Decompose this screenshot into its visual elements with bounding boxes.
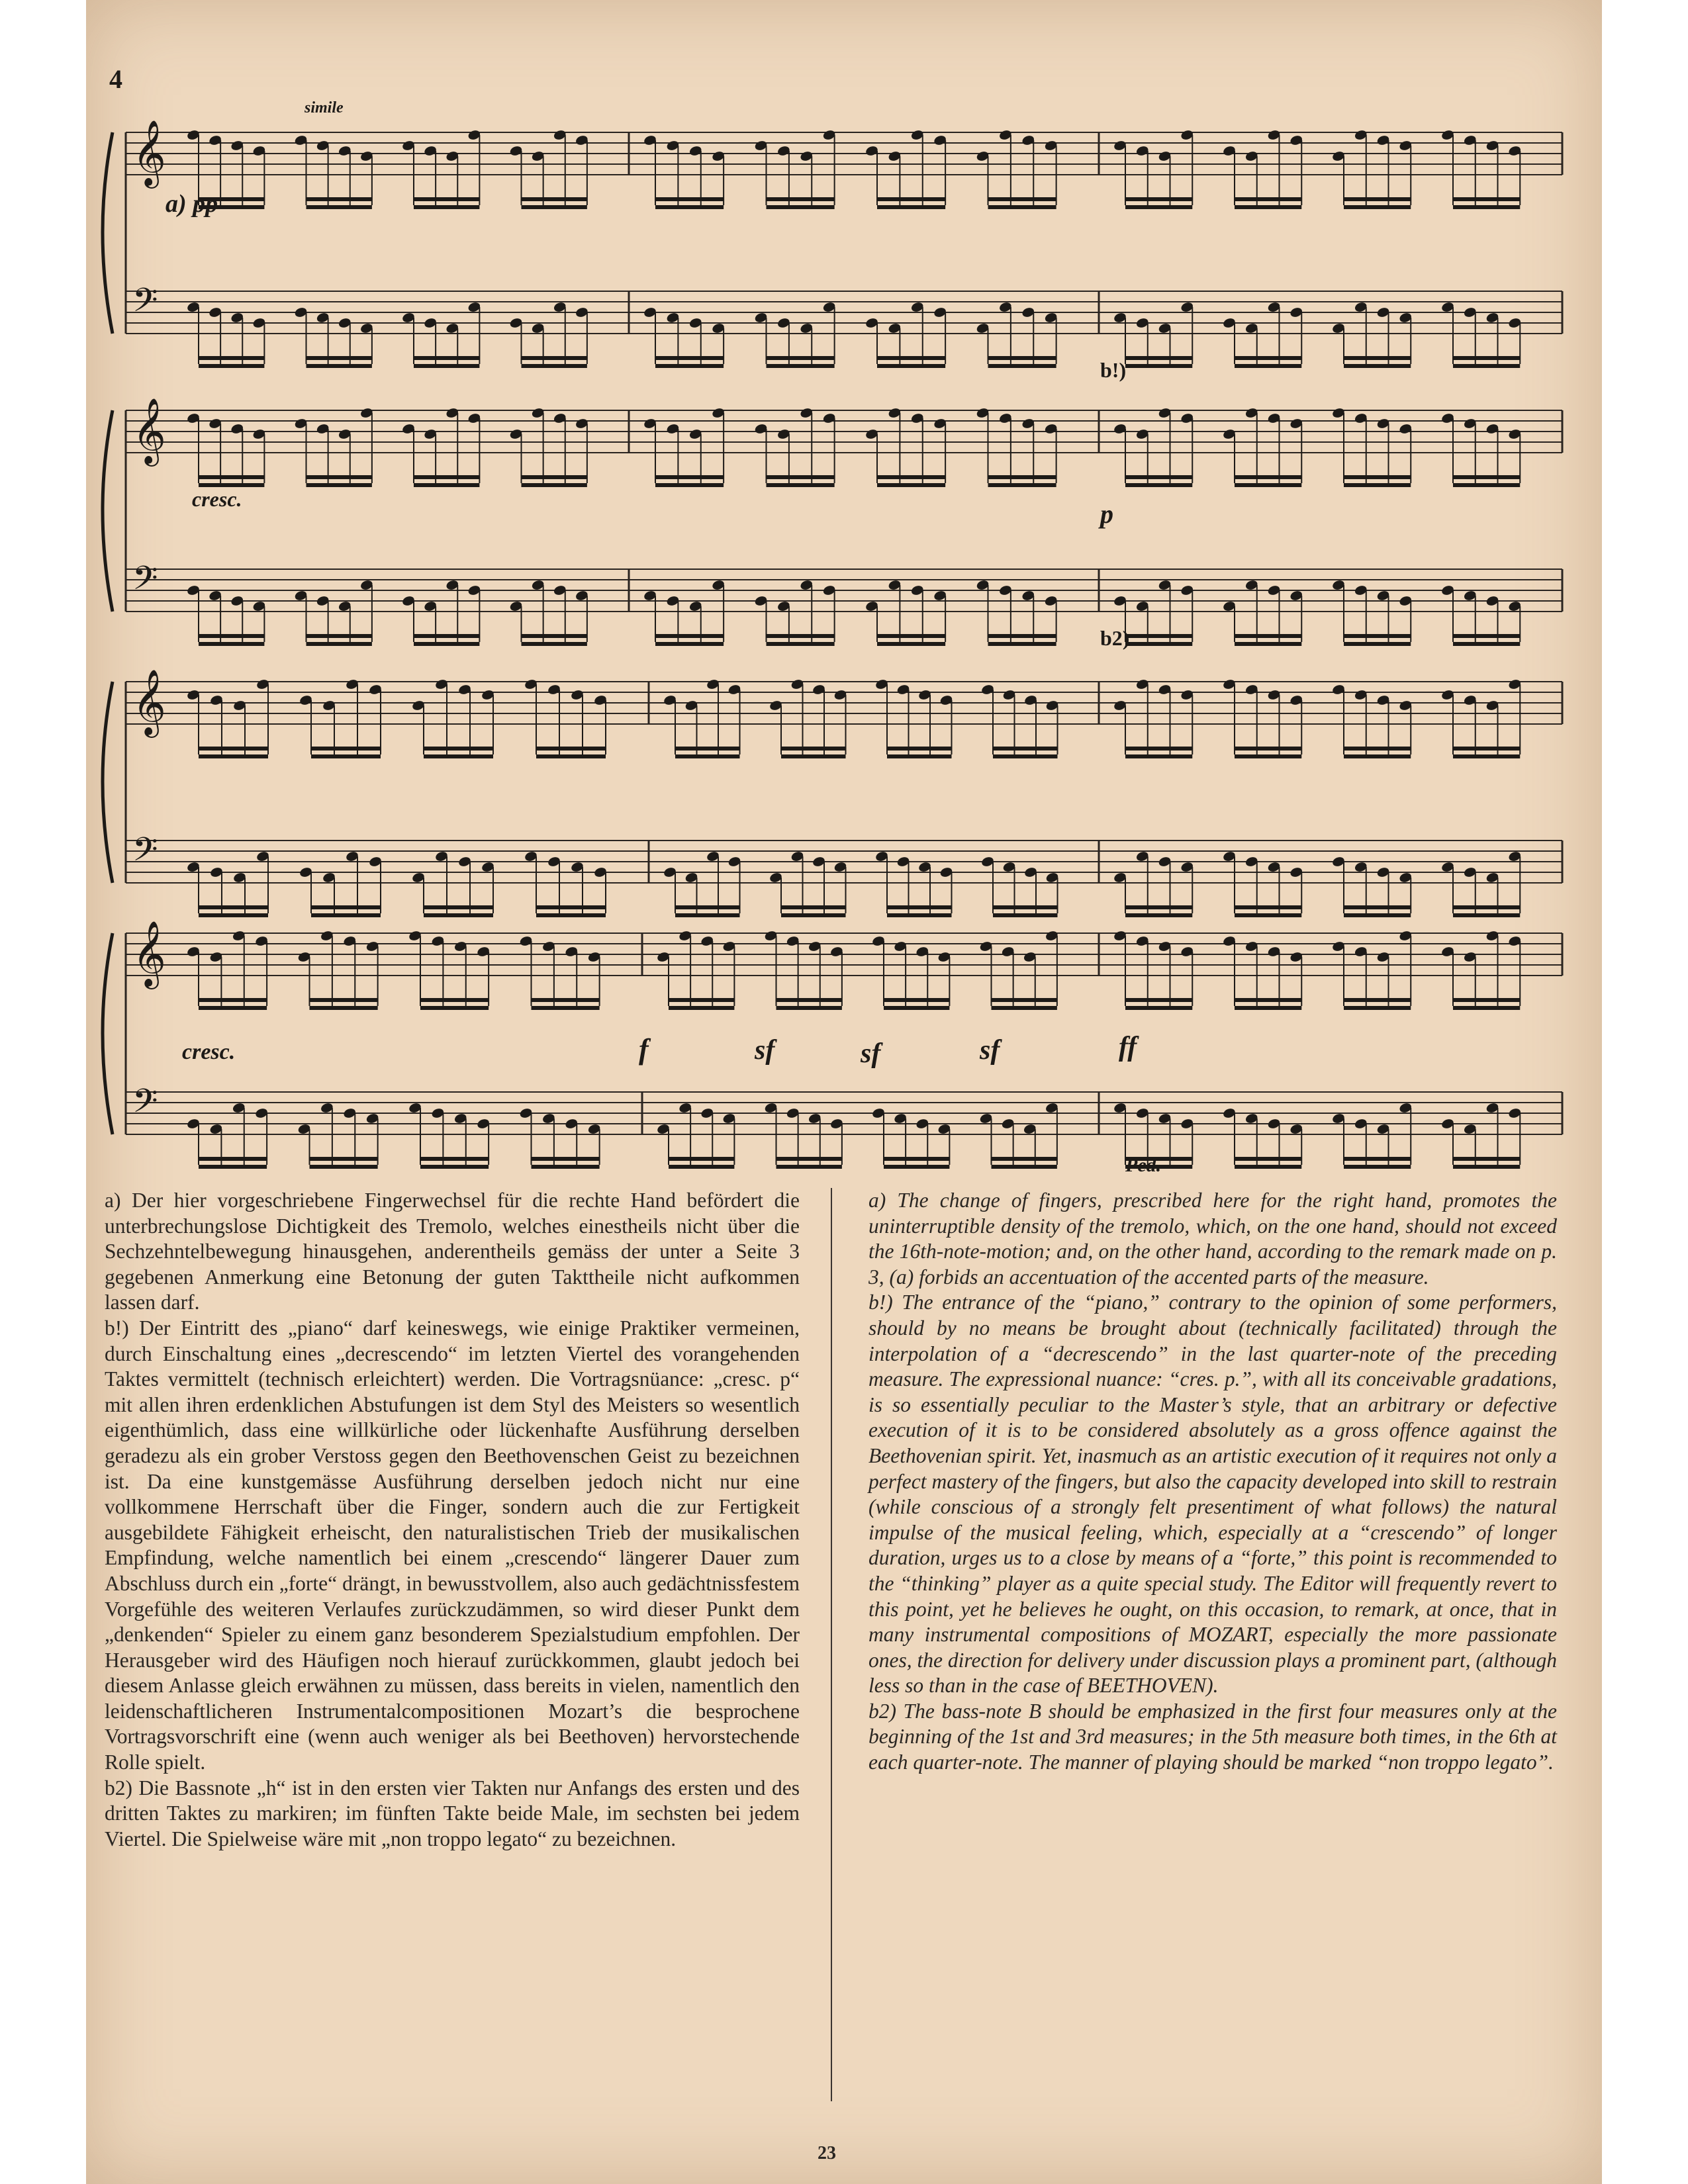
beam — [1453, 356, 1520, 360]
beam — [1235, 205, 1301, 209]
beam — [992, 1165, 1057, 1169]
beam — [420, 1165, 489, 1169]
beam — [1235, 475, 1301, 479]
beam — [988, 642, 1056, 646]
beam — [199, 1006, 267, 1010]
beam — [1235, 747, 1301, 751]
beam — [414, 356, 479, 360]
beam — [781, 913, 846, 917]
beam — [655, 642, 724, 646]
page-number: 4 — [109, 64, 122, 94]
beam — [993, 754, 1058, 758]
beam — [1453, 634, 1520, 638]
beam — [877, 475, 945, 479]
beam — [1344, 747, 1411, 751]
beam — [767, 197, 835, 201]
beam — [877, 364, 945, 368]
beam — [310, 1157, 378, 1161]
simile-direction: simile — [305, 99, 344, 116]
beam — [1235, 1006, 1301, 1010]
beam — [424, 747, 493, 751]
beam — [655, 475, 724, 479]
beam — [1453, 1157, 1520, 1161]
beam — [887, 905, 952, 909]
beam — [1125, 475, 1192, 479]
beam — [993, 905, 1058, 909]
beam — [522, 642, 587, 646]
beam — [988, 475, 1056, 479]
b2-annotation: b2) — [1100, 626, 1130, 650]
beam — [781, 905, 846, 909]
beam — [1125, 205, 1192, 209]
beam — [669, 1006, 734, 1010]
beam — [1344, 483, 1411, 487]
beam — [1344, 364, 1411, 368]
beam — [1453, 998, 1520, 1002]
beam — [655, 197, 724, 201]
beam — [199, 634, 264, 638]
english-commentary — [868, 1188, 1557, 1776]
beam — [1235, 356, 1301, 360]
beam — [992, 998, 1057, 1002]
beam — [199, 642, 264, 646]
german-note-b2: b2) Die Bassnote „h“ ist in den ersten vier Takten nur Anfangs des ersten und des dritten Taktes zu markiren; im fünften Takte beide Male, im sechsten bei jedem Viertel. Die Spielweise wäre mit „non troppo legato“ zu bezeichnen. — [105, 1776, 800, 1850]
beam — [1453, 205, 1520, 209]
beam — [781, 747, 846, 751]
beam — [655, 634, 724, 638]
beam — [424, 913, 493, 917]
sf-dynamic-2: sf — [861, 1038, 881, 1069]
beam — [988, 364, 1056, 368]
bass-clef: 𝄢 — [132, 281, 158, 328]
beam — [1453, 747, 1520, 751]
beam — [1125, 1006, 1192, 1010]
beam — [306, 475, 372, 479]
beam — [675, 913, 740, 917]
beam — [532, 1157, 600, 1161]
german-note-b1: b!) Der Eintritt des „piano“ darf keineswegs, wie einige Praktiker vermeinen, durch Einschaltung eines „decrescendo“ im letzten Viertel des vorangehenden Taktes vermittelt (technisch erleichtert) werden. Die Vortragsnüance: „cresc. p“ mit allen ihren erdenklichen Abstufungen ist dem Styl des Meisters so wesentlich eigenthümlich, dass eine willkürliche oder lückenhafte Ausführung derselben geradezu als ein grober Verstoss gegen den Beethovenschen Geist zu bezeichnen ist. Da eine kunstgemässe Ausführung derselben jedoch nicht nur eine vollkommene Herrschaft über die Finger, sondern auch die zur Fertigkeit ausgebildete Fähigkeit erheischt, den naturalistischen Trieb der musikalischen Empfindung, welche namentlich bei einem „crescendo“ längerer Dauer zum Abschluss durch ein „forte“ drängt, in bewusstvollem, also auch gedächtnissfestem Vorgefühle des weiteren Verlaufes zurückzudämmen, so wird dieser Punkt dem „denkenden“ Spieler zu einem ganz besonderem Spezialstudium empfohlen. Der Herausgeber wird des Häufigen noch hierauf zurückkommen, glaubt jedoch bei diesem Anlasse gleich erwähnen zu müssen, dass bereits in vielen, namentlich den leidenschaftlicheren Instrumentalcompositionen Mozart’s die besprochene Vortragsvorschrift eine (wenn auch weniger als bei Beethoven) hervorstechende Rolle spielt. — [105, 1316, 800, 1774]
beam — [1235, 483, 1301, 487]
beam — [1344, 905, 1411, 909]
beam — [655, 364, 724, 368]
beam — [655, 483, 724, 487]
beam — [199, 356, 264, 360]
beam — [1235, 913, 1301, 917]
beam — [1453, 913, 1520, 917]
beam — [1453, 754, 1520, 758]
beam — [887, 747, 952, 751]
beam — [311, 913, 381, 917]
beam — [536, 905, 606, 909]
grand-staff-brace — [103, 132, 113, 334]
beam — [1125, 642, 1192, 646]
beam — [420, 1006, 489, 1010]
beam — [522, 634, 587, 638]
beam — [532, 1165, 600, 1169]
beam — [536, 754, 606, 758]
beam — [1344, 1165, 1411, 1169]
beam — [1344, 475, 1411, 479]
pedal-marking: Ped. — [1125, 1154, 1162, 1176]
beam — [1344, 634, 1411, 638]
beam — [877, 642, 945, 646]
beam — [1125, 913, 1192, 917]
beam — [988, 634, 1056, 638]
beam — [1344, 205, 1411, 209]
sf-dynamic-1: sf — [755, 1035, 775, 1066]
beam — [199, 905, 268, 909]
beam — [988, 205, 1056, 209]
beam — [884, 1006, 949, 1010]
beam — [767, 642, 835, 646]
cresc-direction-2: cresc. — [182, 1040, 236, 1064]
beam — [424, 754, 493, 758]
beam — [655, 356, 724, 360]
treble-clef: 𝄞 — [132, 120, 166, 186]
beam — [1453, 475, 1520, 479]
beam — [988, 483, 1056, 487]
beam — [1344, 1006, 1411, 1010]
beam — [675, 754, 740, 758]
beam — [767, 356, 835, 360]
beam — [522, 364, 587, 368]
beam — [306, 197, 372, 201]
beam — [992, 1157, 1057, 1161]
f-dynamic: f — [639, 1033, 649, 1066]
beam — [887, 754, 952, 758]
beam — [424, 905, 493, 909]
beam — [884, 1165, 949, 1169]
beam — [1125, 754, 1192, 758]
grand-staff-brace — [103, 933, 113, 1134]
beam — [1453, 642, 1520, 646]
grand-staff-brace — [103, 682, 113, 883]
pp-dynamic: a) pp — [165, 190, 218, 218]
beam — [199, 475, 264, 479]
beam — [199, 364, 264, 368]
beam — [310, 1165, 378, 1169]
beam — [877, 634, 945, 638]
english-note-b1: b!) The entrance of the “piano,” contrary to the opinion of some performers, should by no means be brought about (technically facilitated) through the interpolation of a “decrescendo” in the last quarter-note of the preceding measure. The expressional nuance: “cres. p.”, with all its conceivable gradations, is so essentially peculiar to the Master’s style, that an arbitrary or defective execution of it is to be considered absolutely as a gross offence against the Beethovenian spirit. Yet, inasmuch as an artistic execution of it requires not only a perfect mastery of the fingers, but also the capacity developed into skill to restrain (while conscious of a strongly felt presentiment of what follows) the natural impulse of the musical feeling, which, especially at a “crescendo” of longer duration, urges us to a close by means of a “forte,” this point is recommended to the “thinking” player as a quite special study. The Editor will frequently revert to this point, yet he believes he ought, on this occasion, to remark, at once, that in many instrumental compositions of MOZART, especially the more passionate ones, the direction for delivery under discussion plays a prominent part, (although less so than in the case of BEETHOVEN). — [868, 1291, 1557, 1698]
english-note-a: a) The change of fingers, prescribed here for the right hand, promotes the uninterruptible density of the tremolo, which, on the one hand, should not exceed the 16th-note-motion; and, on the other hand, according to the remark made on p. 3, (a) forbids an accentuation of the accented parts of the measure. — [868, 1189, 1557, 1289]
cresc-direction-1: cresc. — [192, 487, 242, 511]
beam — [1235, 197, 1301, 201]
beam — [311, 754, 381, 758]
beam — [1453, 1006, 1520, 1010]
beam — [1235, 754, 1301, 758]
bass-clef: 𝄢 — [132, 559, 158, 606]
note-heads — [186, 129, 1522, 1169]
beam — [311, 747, 381, 751]
beam — [877, 356, 945, 360]
beam — [1235, 998, 1301, 1002]
beam — [199, 998, 267, 1002]
beam — [884, 1157, 949, 1161]
beam — [776, 1157, 842, 1161]
beam — [1125, 747, 1192, 751]
beam — [675, 747, 740, 751]
english-note-b2: b2) The bass-note B should be emphasized in the first four measures only at the beginning of the 1st and 3rd measures; in the 5th measure both times, in the 6th at each quarter-note. The manner of playing should be marked “non troppo legato”. — [868, 1699, 1557, 1774]
beam — [522, 205, 587, 209]
footer-page-number: 23 — [818, 2143, 836, 2163]
beam — [414, 483, 479, 487]
beam — [310, 998, 378, 1002]
german-commentary — [105, 1188, 800, 1852]
beam — [199, 747, 268, 751]
beam — [1235, 1165, 1301, 1169]
beam — [877, 483, 945, 487]
beam — [1235, 634, 1301, 638]
beam — [1344, 998, 1411, 1002]
ff-dynamic: ff — [1119, 1032, 1137, 1062]
beam — [776, 998, 842, 1002]
beam — [522, 483, 587, 487]
beam — [767, 364, 835, 368]
beam — [532, 998, 600, 1002]
beam — [776, 1165, 842, 1169]
beam — [420, 1157, 489, 1161]
bass-clef: 𝄢 — [132, 1082, 158, 1128]
music-score — [86, 73, 1602, 1185]
beam — [992, 1006, 1057, 1010]
beam — [414, 364, 479, 368]
beam — [887, 913, 952, 917]
beam — [311, 905, 381, 909]
beam — [1344, 1157, 1411, 1161]
beam — [199, 913, 268, 917]
beam — [522, 197, 587, 201]
beam — [1125, 483, 1192, 487]
beam — [655, 205, 724, 209]
beam — [1344, 913, 1411, 917]
beam — [522, 475, 587, 479]
beam — [1453, 905, 1520, 909]
beam — [988, 197, 1056, 201]
beam — [877, 197, 945, 201]
beam — [199, 754, 268, 758]
beam — [767, 475, 835, 479]
beam — [306, 205, 372, 209]
beam — [199, 1157, 267, 1161]
beam — [675, 905, 740, 909]
column-divider — [831, 1188, 832, 2101]
beam — [310, 1006, 378, 1010]
beam — [414, 642, 479, 646]
p-dynamic: p — [1100, 499, 1113, 529]
beam — [1235, 642, 1301, 646]
beam — [306, 356, 372, 360]
treble-clef: 𝄞 — [132, 921, 166, 987]
beam — [1344, 356, 1411, 360]
beam — [993, 747, 1058, 751]
b1-annotation: b!) — [1100, 358, 1127, 382]
beam — [536, 913, 606, 917]
beam — [1453, 483, 1520, 487]
beam — [1235, 905, 1301, 909]
german-note-a: a) Der hier vorgeschriebene Fingerwechsel für die rechte Hand befördert die unterbrechungslose Dichtigkeit des Tremolo, welches einestheils nicht über die Sechzehntelbewegung hinausgehen, anderentheils gemäss der unter a Seite 3 gegebenen Anmerkung eine Betonung der guten Takttheile nicht aufkommen lassen darf. — [105, 1189, 800, 1314]
sf-dynamic-3: sf — [980, 1035, 1000, 1066]
treble-clef: 𝄞 — [132, 669, 166, 735]
beam — [1125, 905, 1192, 909]
beam — [1453, 364, 1520, 368]
beam — [669, 998, 734, 1002]
treble-clef: 𝄞 — [132, 398, 166, 464]
beam — [767, 483, 835, 487]
beam — [1125, 634, 1192, 638]
beam — [414, 475, 479, 479]
beam — [669, 1165, 734, 1169]
beam — [877, 205, 945, 209]
beam — [532, 1006, 600, 1010]
beam — [1453, 197, 1520, 201]
beam — [414, 205, 479, 209]
beam — [1125, 356, 1192, 360]
beam — [767, 205, 835, 209]
beam — [1125, 197, 1192, 201]
beam — [767, 634, 835, 638]
grand-staff-brace — [103, 410, 113, 612]
beam — [1344, 197, 1411, 201]
beam — [1235, 1157, 1301, 1161]
beam — [522, 356, 587, 360]
beam — [536, 747, 606, 751]
beam — [306, 364, 372, 368]
beam — [1235, 364, 1301, 368]
beam — [776, 1006, 842, 1010]
beam — [306, 642, 372, 646]
beam — [1125, 998, 1192, 1002]
beam — [1344, 754, 1411, 758]
beam — [199, 1165, 267, 1169]
beam — [669, 1157, 734, 1161]
beam — [781, 754, 846, 758]
beam — [306, 634, 372, 638]
beam — [993, 913, 1058, 917]
beam — [420, 998, 489, 1002]
beam — [1344, 642, 1411, 646]
beam — [884, 998, 949, 1002]
beam — [988, 356, 1056, 360]
beam — [414, 197, 479, 201]
beam — [306, 483, 372, 487]
bass-clef: 𝄢 — [132, 831, 158, 877]
beam — [1453, 1165, 1520, 1169]
beam — [414, 634, 479, 638]
beam — [1125, 364, 1192, 368]
